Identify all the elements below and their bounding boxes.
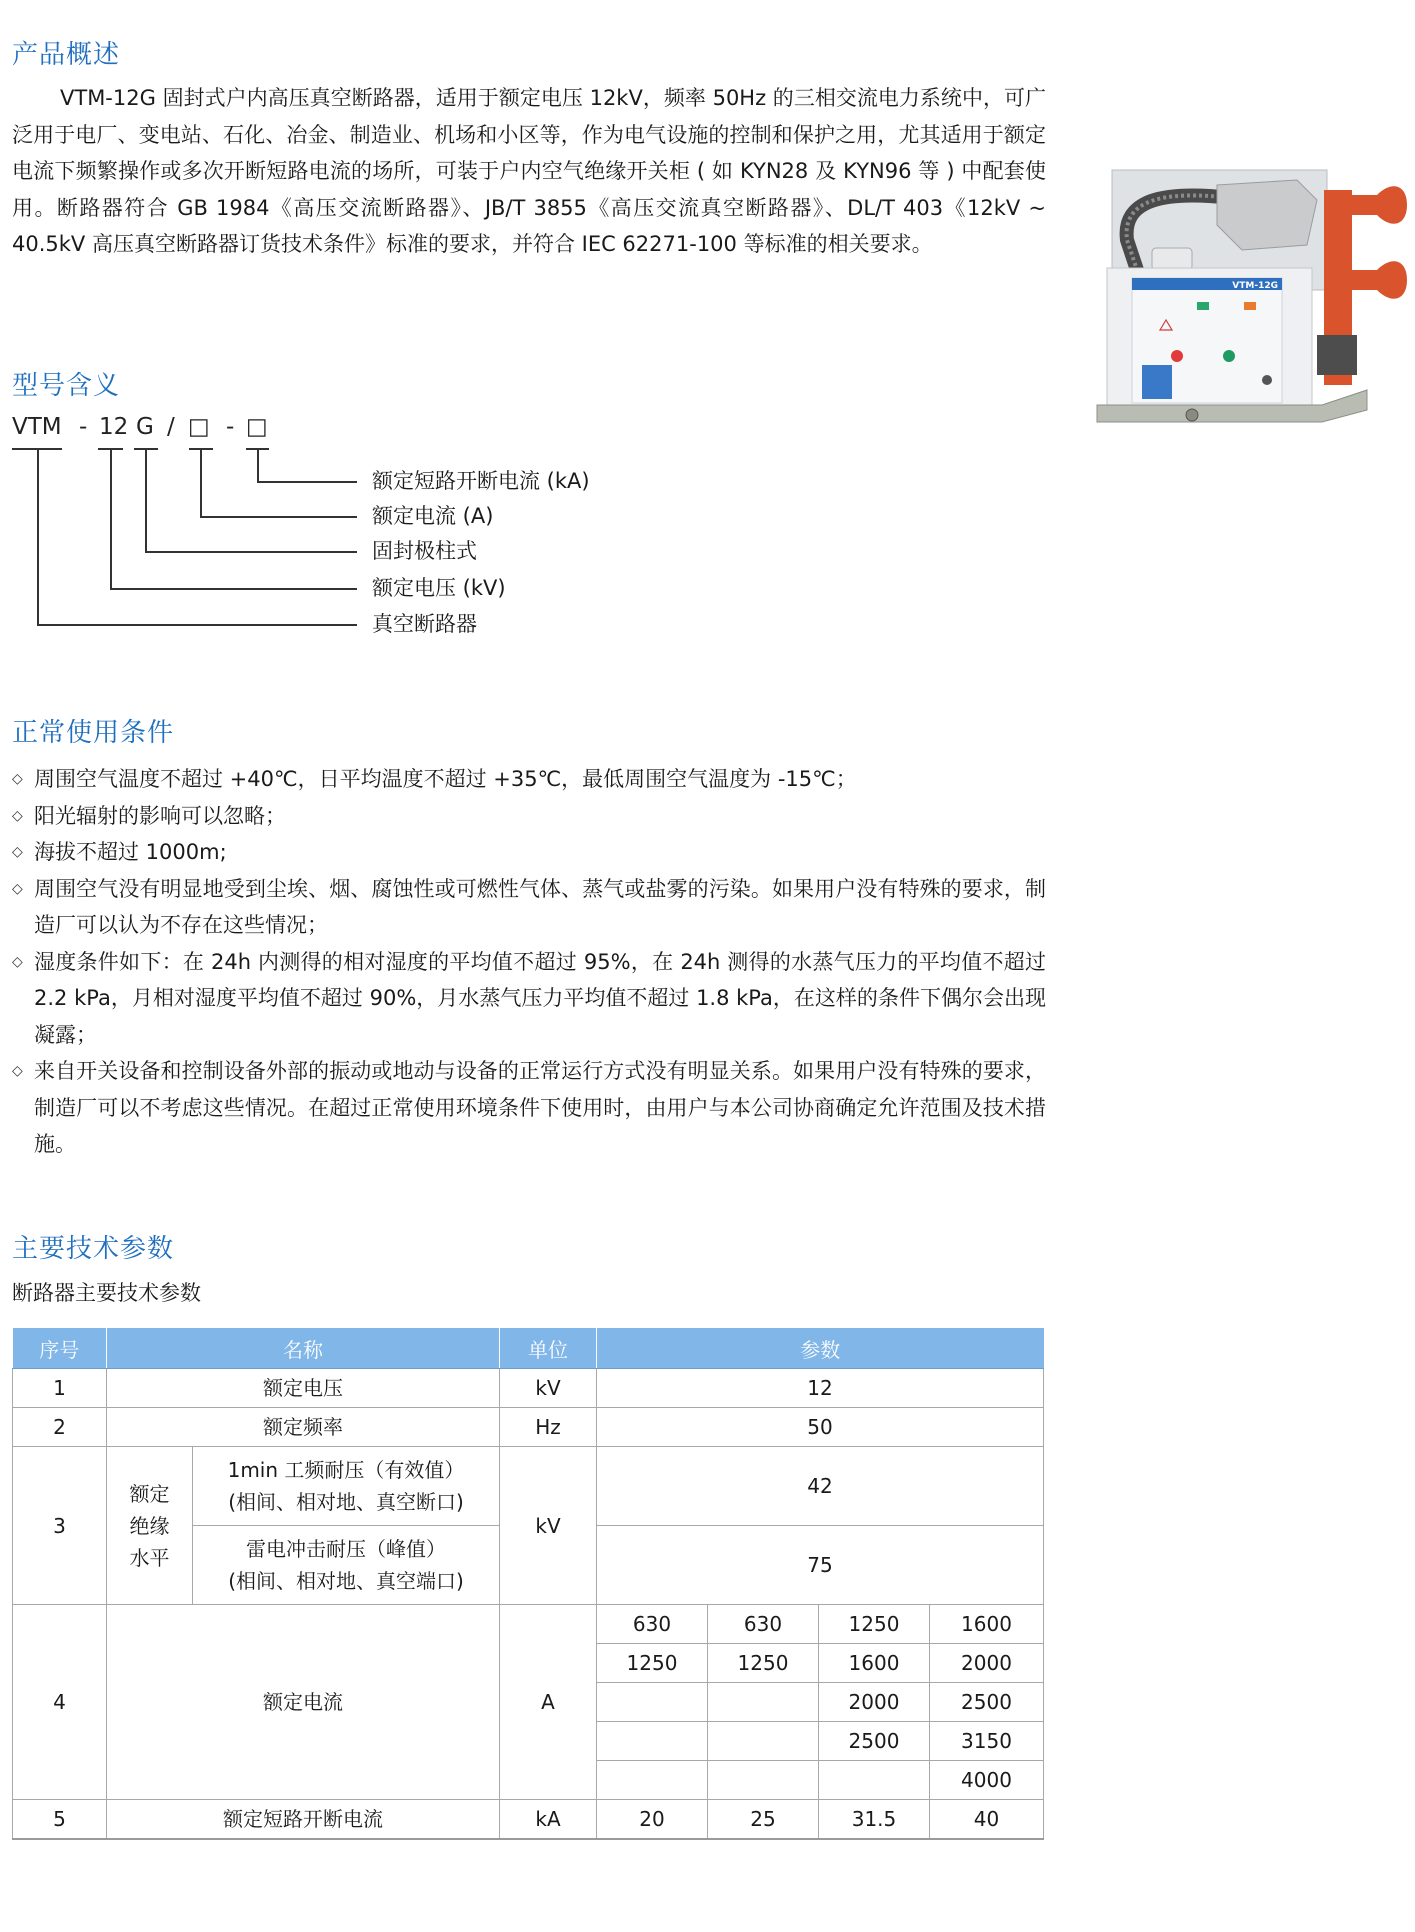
cell-value (597, 1761, 708, 1800)
cell-value (708, 1722, 819, 1761)
code-part-voltage: 12 (99, 414, 129, 440)
cell-name: 额定电压 (107, 1369, 500, 1408)
cell-value (819, 1761, 930, 1800)
cell-value: 25 (708, 1800, 819, 1840)
cell-unit: kV (500, 1369, 597, 1408)
subname-line: (相间、相对地、真空端口) (228, 1569, 464, 1593)
cell-unit: A (500, 1605, 597, 1800)
code-part-slash: / (167, 414, 175, 440)
connector-breaking-h (257, 481, 357, 483)
plug-box (1217, 180, 1317, 250)
diamond-bullet-icon: ◇ (12, 807, 23, 824)
connector-type-h (145, 551, 357, 553)
code-part-dash-1: - (79, 414, 88, 440)
condition-item: ◇ 湿度条件如下：在 24h 内测得的相对湿度的平均值不超过 95%，在 24h 测得的水蒸气压力的平均值不超过 2.2 kPa，月相对湿度平均值不超过 90%，月水蒸气压力平均值不超过 1.8 kPa，在这样的条件下偶尔会出现凝露； (12, 944, 1046, 1054)
subname-line: (相间、相对地、真空断口) (228, 1490, 464, 1514)
cell-value (708, 1683, 819, 1722)
connector-current-v (200, 448, 202, 517)
vacuum-breaker-illustration (1092, 160, 1412, 430)
subname-line: 雷电冲击耐压（峰值） (246, 1537, 446, 1561)
code-part-series: VTM (12, 414, 62, 440)
cell-value: 1250 (597, 1644, 708, 1683)
cell-value (597, 1722, 708, 1761)
condition-item: ◇ 海拔不超过 1000m; (12, 834, 1046, 871)
spec-table (12, 1328, 1044, 1840)
cell-name: 额定电流 (107, 1605, 500, 1800)
cell-value: 1250 (708, 1644, 819, 1683)
code-part-type: G (136, 414, 154, 440)
cell-subname (193, 1447, 500, 1526)
table-row (13, 1605, 1044, 1644)
cell-group (107, 1447, 193, 1605)
model-label-rated-voltage: 额定电压 (kV) (372, 576, 506, 600)
code-part-breaking-box: □ (246, 414, 268, 440)
cell-no: 2 (13, 1408, 107, 1447)
group-line: 水平 (129, 1545, 170, 1570)
open-button (1171, 350, 1183, 362)
cell-value: 40 (930, 1800, 1044, 1840)
diamond-bullet-icon: ◇ (12, 953, 23, 970)
col-header-no: 序号 (13, 1328, 107, 1369)
cell-value: 1600 (819, 1644, 930, 1683)
cell-value: 75 (597, 1526, 1044, 1605)
code-part-dash-2: - (226, 414, 235, 440)
connector-voltage-h (110, 588, 357, 590)
product-photo (1092, 160, 1412, 430)
subname-line: 1min 工频耐压（有效值） (227, 1458, 465, 1482)
closed-indicator (1197, 302, 1209, 310)
model-label-embedded-pole: 固封极柱式 (372, 539, 477, 563)
diamond-bullet-icon: ◇ (12, 771, 23, 787)
table-row (13, 1408, 1044, 1447)
cell-value (597, 1683, 708, 1722)
cell-no: 1 (13, 1369, 107, 1408)
section-heading-specs: 主要技术参数 (12, 1234, 175, 1264)
cell-unit: kV (500, 1447, 597, 1605)
cell-name: 额定频率 (107, 1408, 500, 1447)
cell-value: 4000 (930, 1761, 1044, 1800)
racking-nut (1186, 409, 1198, 421)
connector-series-h (37, 624, 357, 626)
cell-value: 630 (708, 1605, 819, 1644)
nameplate (1142, 365, 1172, 399)
cell-value: 630 (597, 1605, 708, 1644)
condition-item: ◇ 周围空气没有明显地受到尘埃、烟、腐蚀性或可燃性气体、蒸气或盐雾的污染。如果用户没有特殊的要求，制造厂可以认为不存在这些情况； (12, 871, 1046, 944)
table-row (13, 1800, 1044, 1840)
section-heading-overview: 产品概述 (12, 40, 121, 70)
table-header-row (13, 1328, 1044, 1369)
model-label-breaking-current: 额定短路开断电流 (kA) (372, 469, 590, 493)
conduit-gland (1152, 248, 1192, 270)
cell-value: 2000 (819, 1683, 930, 1722)
upper-contact-arm (1350, 186, 1407, 223)
condition-item: ◇ 周围空气温度不超过 +40℃，日平均温度不超过 +35℃，最低周围空气温度为 -15℃； (12, 761, 1046, 798)
cell-no: 5 (13, 1800, 107, 1840)
operating-shaft (1262, 375, 1272, 385)
col-header-value: 参数 (597, 1328, 1044, 1369)
cell-subname (193, 1526, 500, 1605)
conditions-list (12, 761, 1046, 1163)
diamond-bullet-icon: ◇ (12, 880, 23, 897)
bracket (1317, 335, 1357, 375)
close-button (1223, 350, 1235, 362)
table-title: 断路器主要技术参数 (12, 1281, 201, 1305)
cell-value: 42 (597, 1447, 1044, 1526)
cell-no: 4 (13, 1605, 107, 1800)
connector-voltage-v (110, 448, 112, 589)
lower-contact-arm (1350, 261, 1407, 298)
cell-value: 12 (597, 1369, 1044, 1408)
panel-label: VTM-12G (1232, 281, 1278, 291)
cell-value: 20 (597, 1800, 708, 1840)
spring-indicator (1244, 302, 1256, 310)
model-label-rated-current: 额定电流 (A) (372, 504, 494, 528)
cell-value: 2500 (819, 1722, 930, 1761)
connector-current-h (200, 516, 357, 518)
cell-unit: Hz (500, 1408, 597, 1447)
connector-type-v (145, 448, 147, 552)
code-part-current-box: □ (188, 414, 210, 440)
cell-value: 2000 (930, 1644, 1044, 1683)
table-row (13, 1369, 1044, 1408)
cell-value: 31.5 (819, 1800, 930, 1840)
connector-breaking-v (257, 448, 259, 482)
cell-value: 2500 (930, 1683, 1044, 1722)
condition-item: ◇ 来自开关设备和控制设备外部的振动或地动与设备的正常运行方式没有明显关系。如果用户没有特殊的要求，制造厂可以不考虑这些情况。在超过正常使用环境条件下使用时，由用户与本公司协商确定允许范围及技术措施。 (12, 1053, 1046, 1163)
col-header-unit: 单位 (500, 1328, 597, 1369)
col-header-name: 名称 (107, 1328, 500, 1369)
section-heading-model: 型号含义 (12, 371, 121, 401)
overview-text: VTM-12G 固封式户内高压真空断路器，适用于额定电压 12kV，频率 50Hz 的三相交流电力系统中，可广泛用于电厂、变电站、石化、冶金、制造业、机场和小区等，作为电气设施的控制和保护之用，尤其适用于额定电流下频繁操作或多次开断短路电流的场所，可装于户内空气绝缘开关柜 ( 如 KYN28 及 KYN96 等 ) 中配套使用。断路器符合 GB 1984《高压交流断路器》、JB/T 3855《高压交流真空断路器》、DL/T 403《12kV ~ 40.5kV 高压真空断路器订货技术条件》标准的要求，并符合 IEC 62271-100 等标准的相关要求。 (12, 86, 1046, 256)
connector-series-v (37, 448, 39, 625)
diamond-bullet-icon: ◇ (12, 844, 23, 860)
table-row (13, 1447, 1044, 1526)
overview-paragraph (12, 80, 1046, 263)
model-label-vacuum-breaker: 真空断路器 (372, 612, 477, 636)
cell-no: 3 (13, 1447, 107, 1605)
diamond-bullet-icon: ◇ (12, 1063, 23, 1079)
cell-value: 3150 (930, 1722, 1044, 1761)
cell-unit: kA (500, 1800, 597, 1840)
group-line: 额定 (129, 1481, 170, 1506)
cell-name: 额定短路开断电流 (107, 1800, 500, 1840)
condition-item: ◇ 阳光辐射的影响可以忽略； (12, 798, 1046, 835)
cell-value (708, 1761, 819, 1800)
section-heading-conditions: 正常使用条件 (12, 718, 175, 748)
cell-value: 50 (597, 1408, 1044, 1447)
cell-value: 1600 (930, 1605, 1044, 1644)
cell-value: 1250 (819, 1605, 930, 1644)
group-line: 绝缘 (129, 1513, 170, 1538)
